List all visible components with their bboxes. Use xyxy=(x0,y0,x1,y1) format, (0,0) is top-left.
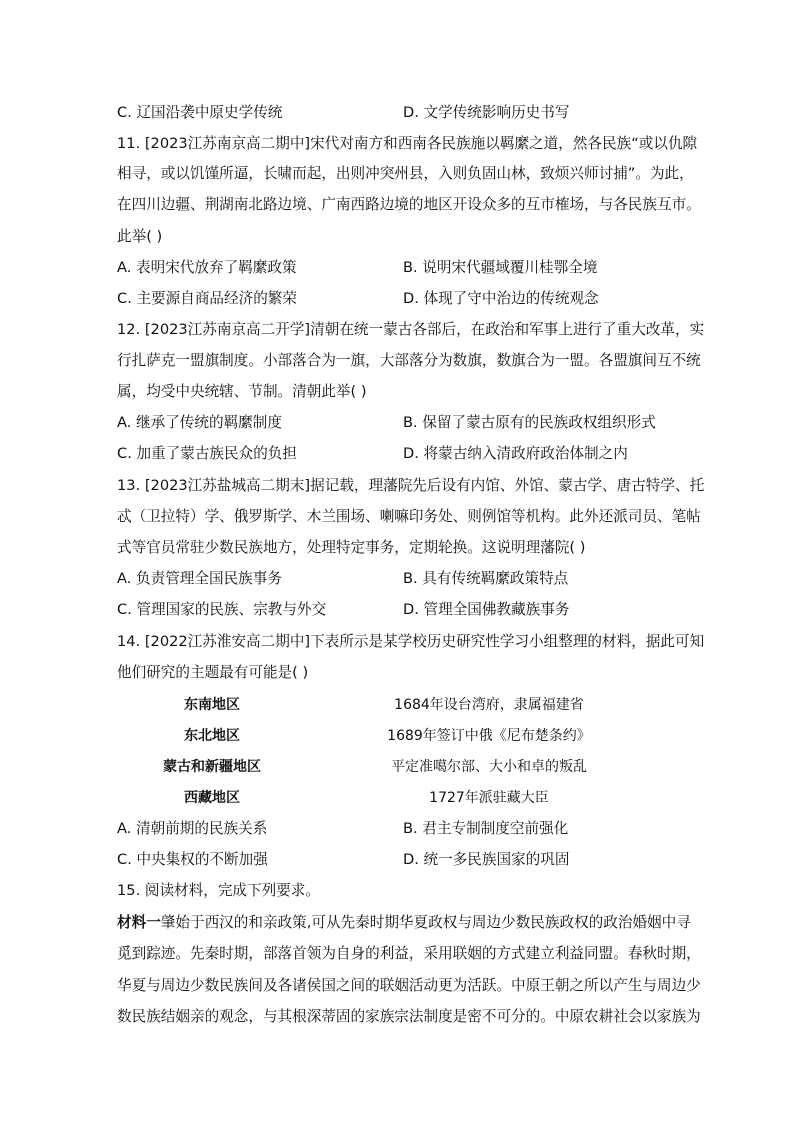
q15-material-line-2: 觅到踪迹。先秦时期，部落首领为自身的利益，采用联姻的方式建立利益同盟。春秋时期， xyxy=(117,945,701,962)
q13-option-b[interactable]: B. 具有传统羁縻政策特点 xyxy=(403,570,569,587)
table-region-cell: 西藏地区 xyxy=(184,790,240,806)
q12-stem-line-1: 12. [2023江苏南京高二开学]清朝在统一蒙古各部后，在政治和军事上进行了重大改革，实 xyxy=(117,321,705,338)
material-label: 材料一 xyxy=(117,914,161,931)
q13-option-c[interactable]: C. 管理国家的民族、宗教与外交 xyxy=(117,601,327,618)
table-event-cell: 平定准噶尔部、大小和卓的叛乱 xyxy=(391,759,587,775)
q11-stem-line-3: 在四川边疆、荆湖南北路边境、广南西路边境的地区开设众多的互市榷场，与各民族互市。 xyxy=(117,196,701,213)
q11-option-b[interactable]: B. 说明宋代疆域覆川桂鄂全境 xyxy=(403,259,598,276)
q13-option-d[interactable]: D. 管理全国佛教藏族事务 xyxy=(403,601,570,618)
q12-option-a[interactable]: A. 继承了传统的羁縻制度 xyxy=(117,414,282,431)
q15-material-line-4: 数民族结姻亲的观念，与其根深蒂固的家族宗法制度是密不可分的。中原农耕社会以家族为 xyxy=(117,1008,701,1025)
table-event-cell: 1684年设台湾府，隶属福建省 xyxy=(394,697,584,713)
table-region-cell: 东北地区 xyxy=(184,728,240,744)
q15-title: 15. 阅读材料，完成下列要求。 xyxy=(117,882,320,899)
q10-option-d[interactable]: D. 文学传统影响历史书写 xyxy=(403,104,570,121)
q11-stem-line-2: 相寻，或以饥馑所逼，长啸而起，出则冲突州县，入则负固山林，致烦兴师讨捕”。为此， xyxy=(117,165,694,182)
table-event-cell: 1727年派驻藏大臣 xyxy=(429,790,549,806)
q12-stem-line-2: 行扎萨克一盟旗制度。小部落合为一旗，大部落分为数旗，数旗合为一盟。各盟旗间互不统 xyxy=(117,352,701,369)
q12-option-c[interactable]: C. 加重了蒙古族民众的负担 xyxy=(117,445,298,462)
q15-material-line-1 xyxy=(117,913,691,933)
table-event-cell: 1689年签订中俄《尼布楚条约》 xyxy=(387,728,591,744)
q14-stem-line-1: 14. [2022江苏淮安高二期中]下表所示是某学校历史研究性学习小组整理的材料，据此可知 xyxy=(117,633,705,650)
q14-option-b[interactable]: B. 君主专制制度空前强化 xyxy=(403,820,569,837)
q12-option-d[interactable]: D. 将蒙古纳入清政府政治体制之内 xyxy=(403,445,628,462)
q14-option-c[interactable]: C. 中央集权的不断加强 xyxy=(117,851,268,868)
q13-option-a[interactable]: A. 负责管理全国民族事务 xyxy=(117,570,282,587)
q11-stem-line-1: 11. [2023江苏南京高二期中]宋代对南方和西南各民族施以羁縻之道，然各民族“或以仇隙 xyxy=(117,135,698,152)
q11-option-d[interactable]: D. 体现了守中治边的传统观念 xyxy=(403,290,599,307)
q13-stem-line-1: 13. [2023江苏盐城高二期末]据记载，理藩院先后设有内馆、外馆、蒙古学、唐古特学、托 xyxy=(117,477,705,494)
q10-option-c[interactable]: C. 辽国沿袭中原史学传统 xyxy=(117,104,283,121)
q11-stem-line-4: 此举( ) xyxy=(117,228,163,245)
q14-option-a[interactable]: A. 清朝前期的民族关系 xyxy=(117,820,268,837)
q14-option-d[interactable]: D. 统一多民族国家的巩固 xyxy=(403,851,570,868)
q11-option-a[interactable]: A. 表明宋代放弃了羁縻政策 xyxy=(117,259,297,276)
q14-stem-line-2: 他们研究的主题最有可能是( ) xyxy=(117,664,309,681)
material-text: 肇始于西汉的和亲政策,可从先秦时期华夏政权与周边少数民族政权的政治婚姻中寻 xyxy=(160,914,691,931)
q13-stem-line-3: 式等官员常驻少数民族地方，处理特定事务，定期轮换。这说明理藩院( ) xyxy=(117,539,586,556)
q12-stem-line-3: 属，均受中央统辖、节制。清朝此举( ) xyxy=(117,383,367,400)
q11-option-c[interactable]: C. 主要源自商品经济的繁荣 xyxy=(117,290,298,307)
q15-material-line-3: 华夏与周边少数民族间及各诸侯国之间的联姻活动更为活跃。中原王朝之所以产生与周边少 xyxy=(117,977,701,994)
table-region-cell: 东南地区 xyxy=(184,697,240,713)
q12-option-b[interactable]: B. 保留了蒙古原有的民族政权组织形式 xyxy=(403,414,656,431)
q13-stem-line-2: 忒（卫拉特）学、俄罗斯学、木兰围场、喇嘛印务处、则例馆等机构。此外还派司员、笔帖 xyxy=(117,508,701,525)
table-region-cell: 蒙古和新疆地区 xyxy=(163,759,261,775)
